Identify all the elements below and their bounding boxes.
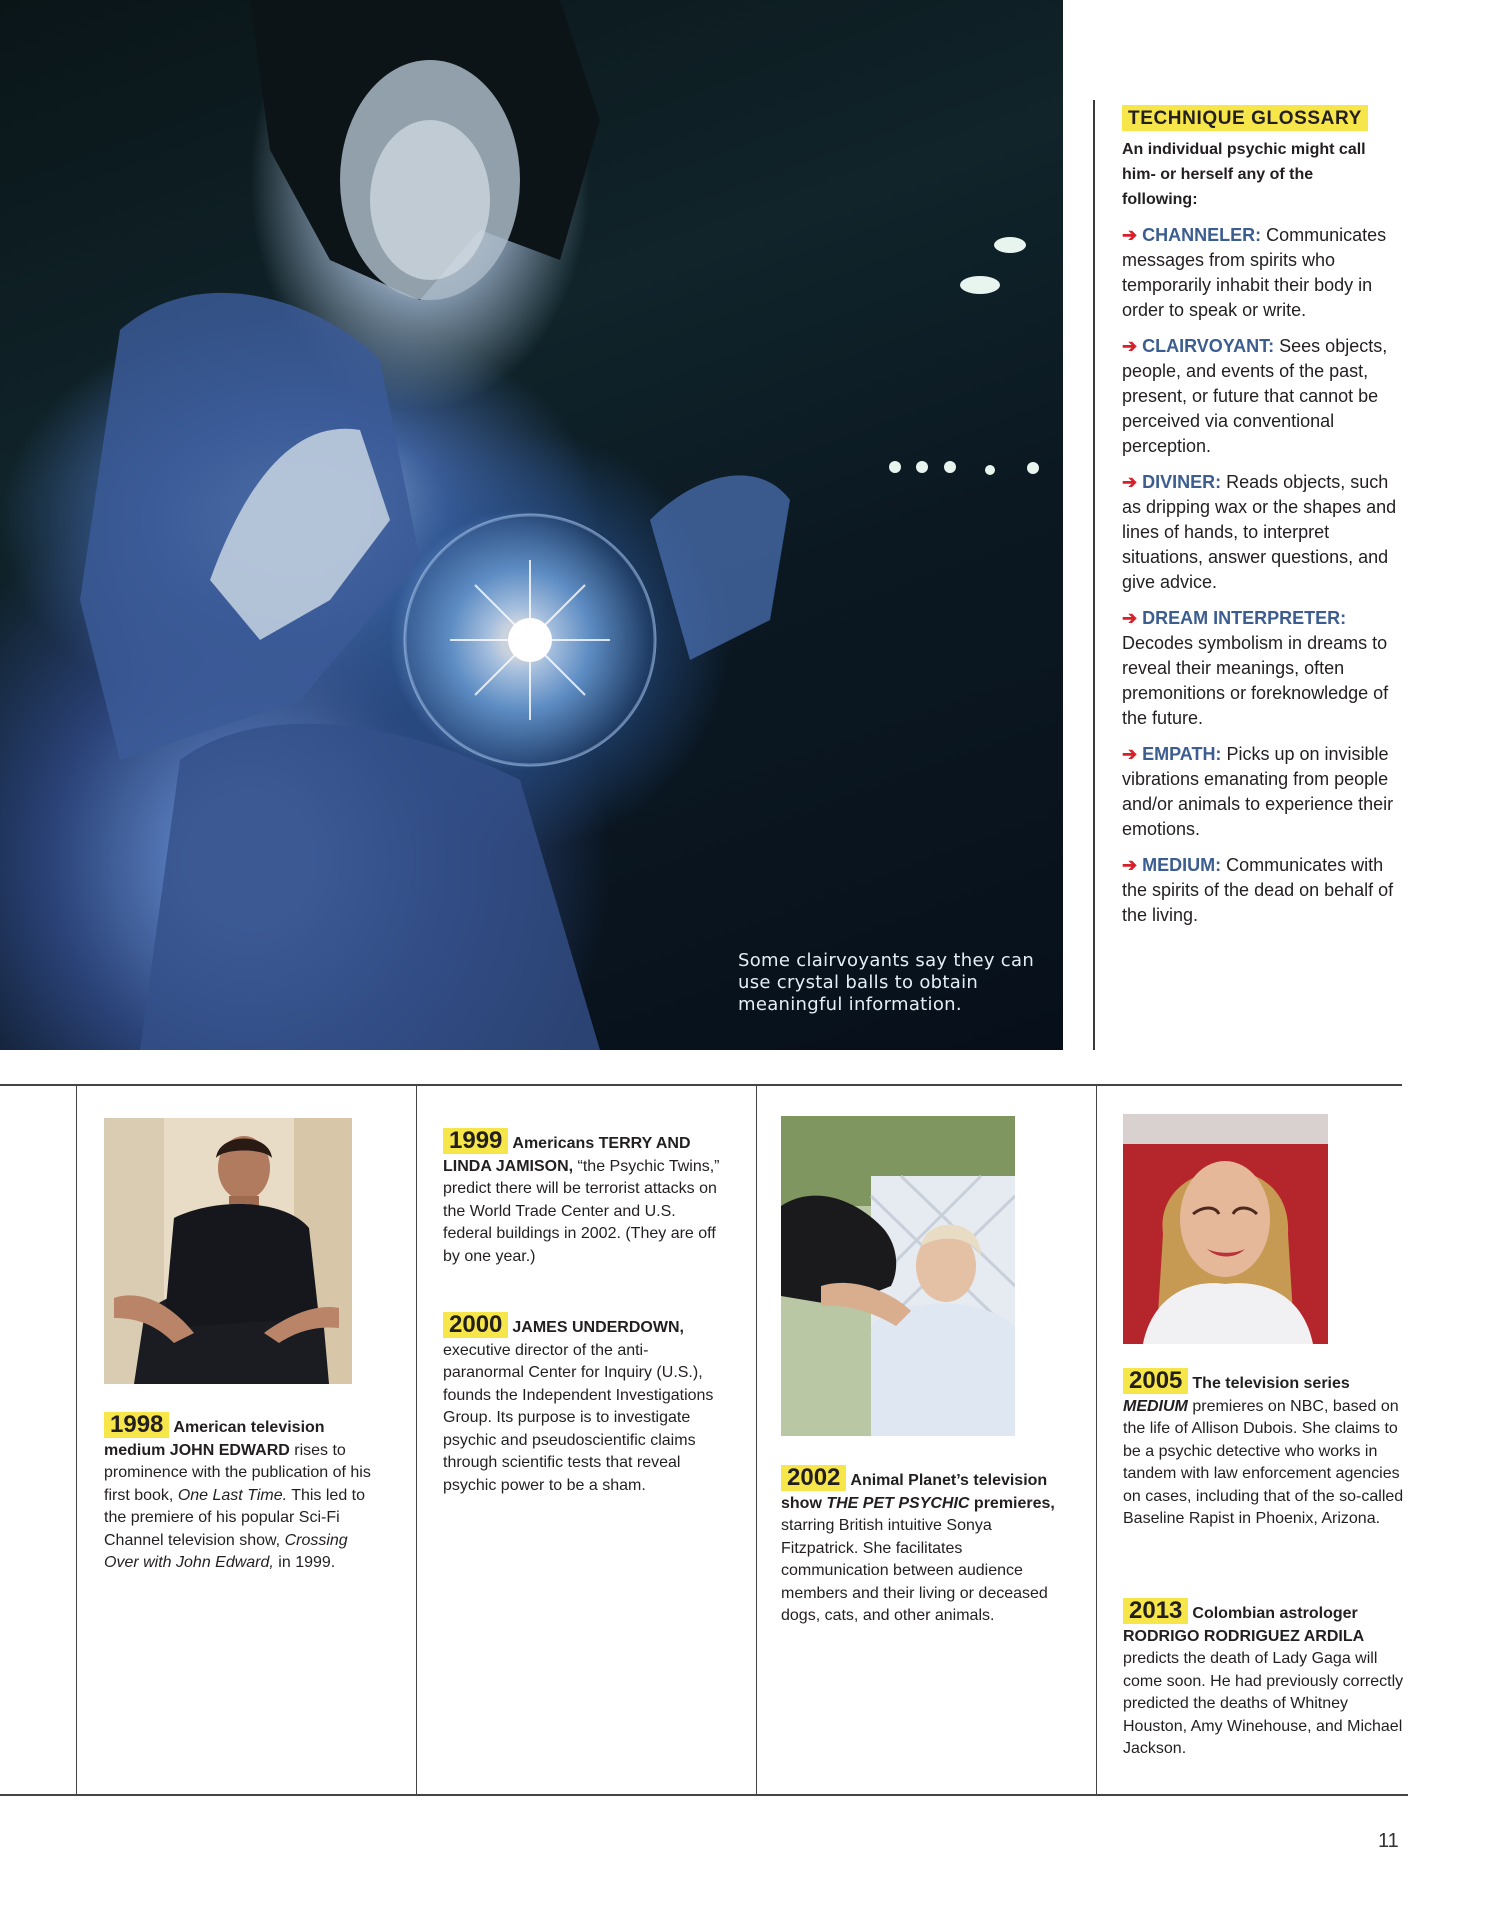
year-badge: 1998 [104,1412,169,1438]
entry-text: This led to the premiere of his popular Sci-Fi Channel television show, [104,1486,366,1549]
glossary-definition: Picks up on invisible vibrations emanating from people and/or animals to experience their emotions. [1122,744,1394,839]
show-title: Crossing Over with John Edward, [104,1531,348,1571]
entry-lead: JAMES UNDERDOWN, [512,1319,684,1336]
arrow-icon: ➔ [1122,225,1138,245]
timeline-top-rule [0,1084,1402,1086]
glossary-divider [1093,100,1095,1050]
year-badge: 2013 [1123,1598,1188,1624]
glossary-term: MEDIUM: [1142,855,1222,875]
entry-text: predicts the death of Lady Gaga will come soon. He had previously correctly predicted the deaths of Whitney Houston, Amy Winehouse, and Michael Jackson. [1123,1650,1404,1757]
year-badge: 2002 [781,1465,846,1491]
show-title: MEDIUM [1123,1397,1188,1415]
entry-lead: The television series [1192,1375,1350,1392]
glossary-term: DIVINER: [1142,472,1222,492]
show-title: THE PET PSYCHIC [826,1494,970,1512]
photo-caption: Some clairvoyants say they can use crystal balls to obtain meaningful information. [738,950,1035,1015]
entry-lead: Animal Planet’s television show [781,1472,1048,1512]
timeline-bottom-rule [0,1794,1408,1796]
timeline-entry-1999 [443,1128,723,1268]
entry-lead: Americans TERRY AND LINDA JAMISON, [443,1135,691,1175]
glossary-entry-channeler [1122,223,1400,323]
year-badge: 2005 [1123,1368,1188,1394]
john-edward-photo [104,1118,352,1384]
arrow-icon: ➔ [1122,855,1138,875]
allison-dubois-photo [1123,1114,1328,1344]
glossary-definition: Communicates with the spirits of the dead on behalf of the living. [1122,855,1394,925]
pet-psychic-photo [781,1116,1015,1436]
glossary-intro: An individual psychic might call him- or herself any of the following: [1122,141,1366,208]
entry-text: in 1999. [273,1554,336,1571]
glossary-definition: Sees objects, people, and events of the past, present, or future that cannot be perceived via conventional perception. [1122,336,1388,456]
glossary-entry-diviner [1122,470,1400,595]
entry-text: rises to prominence with the publication of his first book, [104,1441,371,1504]
glossary-term: DREAM INTERPRETER: [1142,608,1347,628]
entry-lead: Colombian astrologer RODRIGO RODRIGUEZ ARDILA [1123,1605,1365,1645]
glossary-entry-medium [1122,853,1400,928]
glossary-definition: Decodes symbolism in dreams to reveal their meanings, often premonitions or foreknowledge of the future. [1122,633,1389,728]
timeline-entry-2005 [1123,1368,1405,1531]
year-badge: 2000 [443,1312,508,1338]
arrow-icon: ➔ [1122,744,1138,764]
glossary-definition: Communicates messages from spirits who temporarily inhabit their body in order to speak or write. [1122,225,1387,320]
timeline-entry-2013 [1123,1598,1405,1761]
arrow-icon: ➔ [1122,472,1138,492]
timeline-entry-2000 [443,1312,723,1497]
glossary-entry-clairvoyant [1122,334,1400,459]
glossary-definition: Reads objects, such as dripping wax or the shapes and lines of hands, to interpret situations, answer questions, and give advice. [1122,472,1397,592]
entry-lead: American television medium JOHN EDWARD [104,1419,325,1459]
hero-photo [0,0,1063,1050]
entry-text: “the Psychic Twins,” predict there will be terrorist attacks on the World Trade Center and U.S. federal buildings in 2002. (They are off by one year.) [443,1157,720,1265]
technique-glossary [1122,105,1400,928]
glossary-term: CHANNELER: [1142,225,1262,245]
timeline-entry-1998 [104,1412,372,1575]
glossary-title: TECHNIQUE GLOSSARY [1122,105,1368,131]
arrow-icon: ➔ [1122,336,1138,356]
glossary-entry-dream-interpreter [1122,606,1400,731]
entry-text: starring British intuitive Sonya Fitzpatrick. She facilitates communication between audience members and their living or deceased dogs, cats, and other animals. [781,1517,1048,1624]
column-divider [756,1086,757,1794]
glossary-term: EMPATH: [1142,744,1222,764]
page-number: 11 [1378,1830,1399,1852]
crystal-ball-illustration [0,0,1063,1050]
column-divider [416,1086,417,1794]
arrow-icon: ➔ [1122,608,1138,628]
entry-lead: premieres, [969,1494,1055,1512]
glossary-entry-empath [1122,742,1400,842]
timeline-entry-2002 [781,1465,1066,1628]
year-badge: 1999 [443,1128,508,1154]
column-divider [76,1086,77,1794]
column-divider [1096,1086,1097,1794]
entry-text: executive director of the anti-paranormal Center for Inquiry (U.S.), founds the Independent Investigations Group. Its purpose is to investigate psychic and pseudoscientific claims through scientific tests that reveal psychic power to be a sham. [443,1341,714,1494]
book-title: One Last Time. [177,1486,288,1504]
glossary-term: CLAIRVOYANT: [1142,336,1275,356]
entry-text: premieres on NBC, based on the life of Allison Dubois. She claims to be a psychic detective who works in tandem with law enforcement agencies on cases, including that of the so-called Baseline Rapist in Phoenix, Arizona. [1123,1397,1404,1527]
